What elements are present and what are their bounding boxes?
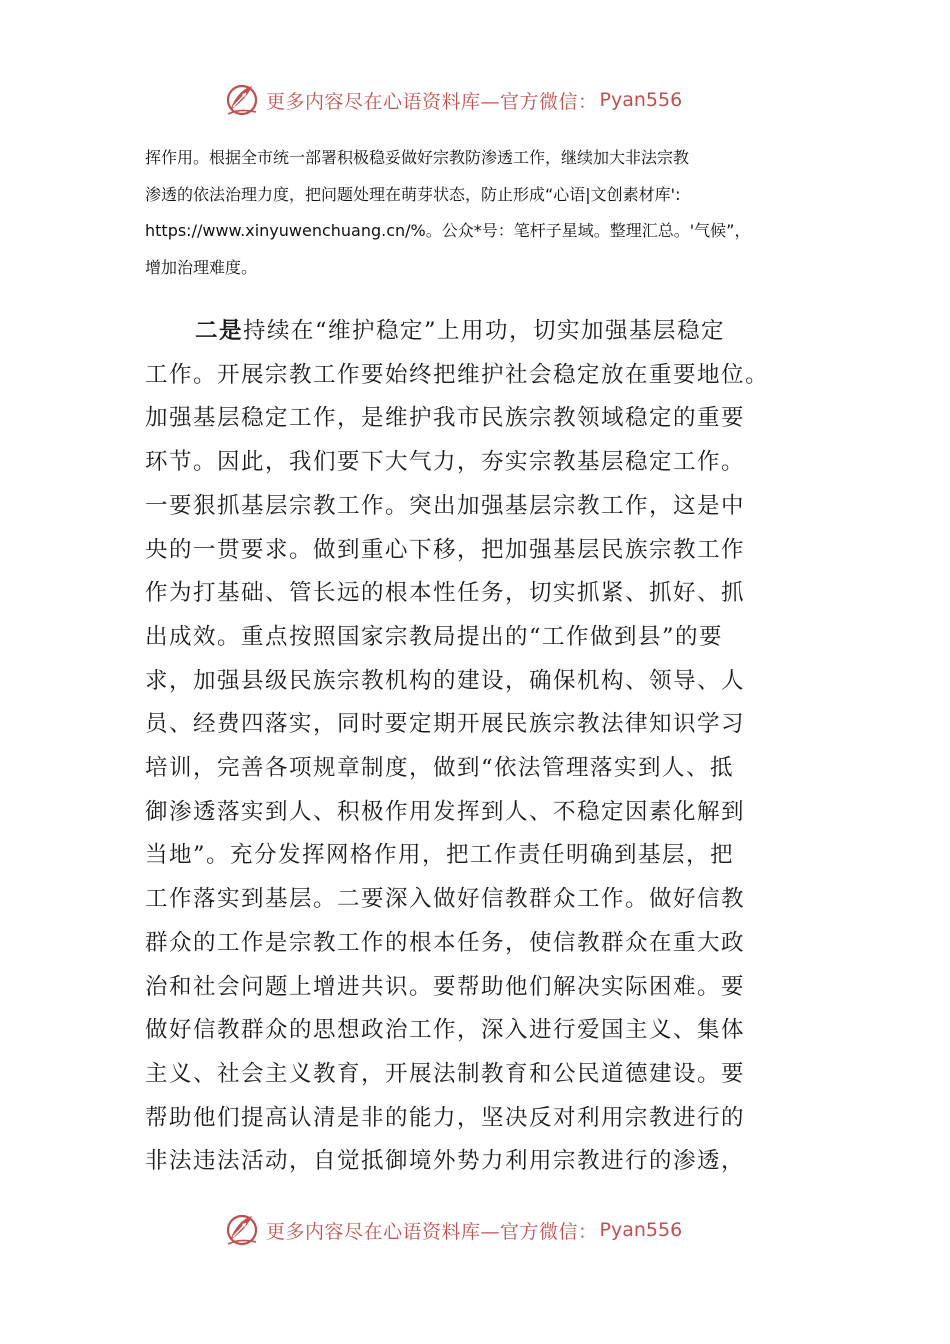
text-line: 员、经费四落实，同时要定期开展民族宗教法律知识学习	[145, 711, 746, 738]
text-line: 渗透的依法治理力度，把问题处理在萌芽状态，防止形成“心语|文创素材库':	[145, 184, 681, 204]
text-line: 治和社会问题上增进共识。要帮助他们解决实际困难。要	[145, 973, 746, 1000]
header-banner	[222, 80, 742, 120]
text-line: 主义、社会主义教育，开展法制教育和公民道德建设。要	[145, 1060, 746, 1087]
text-line: 御渗透落实到人、积极作用发挥到人、不稳定因素化解到	[145, 798, 746, 825]
text-line: 一要狠抓基层宗教工作。突出加强基层宗教工作，这是中	[145, 492, 746, 519]
pen-nib-icon	[222, 80, 262, 120]
text-line: 帮助他们提高认清是非的能力，坚决反对利用宗教进行的	[145, 1104, 746, 1131]
text-line: 非法违法活动，自觉抵御境外势力利用宗教进行的渗透，	[145, 1148, 746, 1175]
text-line: 求，加强县级民族宗教机构的建设，确保机构、领导、人	[145, 667, 746, 694]
text-line: 培训，完善各项规章制度，做到“依法管理落实到人、抵	[145, 755, 735, 782]
wechat-id: Pyan556	[599, 89, 683, 111]
banner-text: 更多内容尽在心语资料库—官方微信：	[266, 90, 598, 113]
text-line: 增加治理难度。	[145, 257, 258, 277]
text-line: 环节。因此，我们要下大气力，夯实宗教基层稳定工作。	[145, 449, 746, 476]
text-line: 做好信教群众的思想政治工作，深入进行爱国主义、集体	[145, 1017, 746, 1044]
banner-text: 更多内容尽在心语资料库—官方微信：	[266, 1220, 598, 1243]
text-line: https://www.xinyuwenchuang.cn/%。公众*号：笔杆子星域。整理汇总。'气候”，	[145, 221, 751, 240]
text-line: 群众的工作是宗教工作的根本任务，使信教群众在重大政	[145, 929, 746, 956]
text-line: 出成效。重点按照国家宗教局提出的“工作做到县”的要	[145, 623, 724, 650]
main-paragraph	[145, 310, 795, 1184]
text-line: 工作。开展宗教工作要始终把维护社会稳定放在重要地位。	[145, 361, 770, 388]
text-line: 作为打基础、管长远的根本性任务，切实抓紧、抓好、抓	[145, 580, 746, 607]
continued-paragraph	[145, 140, 815, 286]
footer-banner	[222, 1210, 742, 1250]
text-line: 挥作用。根据全市统一部署积极稳妥做好宗教防渗透工作，继续加大非法宗教	[145, 148, 690, 167]
paragraph-first-line	[145, 310, 795, 354]
wechat-id: Pyan556	[599, 1219, 683, 1241]
text-line: 当地”。充分发挥网格作用，把工作责任明确到基层，把	[145, 842, 735, 869]
first-line-text: 持续在“维护稳定”上用功，切实加强基层稳定	[243, 318, 726, 344]
text-line: 工作落实到基层。二要深入做好信教群众工作。做好信教	[145, 886, 746, 913]
pen-nib-icon	[222, 1210, 262, 1250]
text-line: 加强基层稳定工作，是维护我市民族宗教领域稳定的重要	[145, 405, 746, 432]
paragraph-lead: 二是	[195, 318, 244, 344]
text-line: 央的一贯要求。做到重心下移，把加强基层民族宗教工作	[145, 536, 746, 563]
